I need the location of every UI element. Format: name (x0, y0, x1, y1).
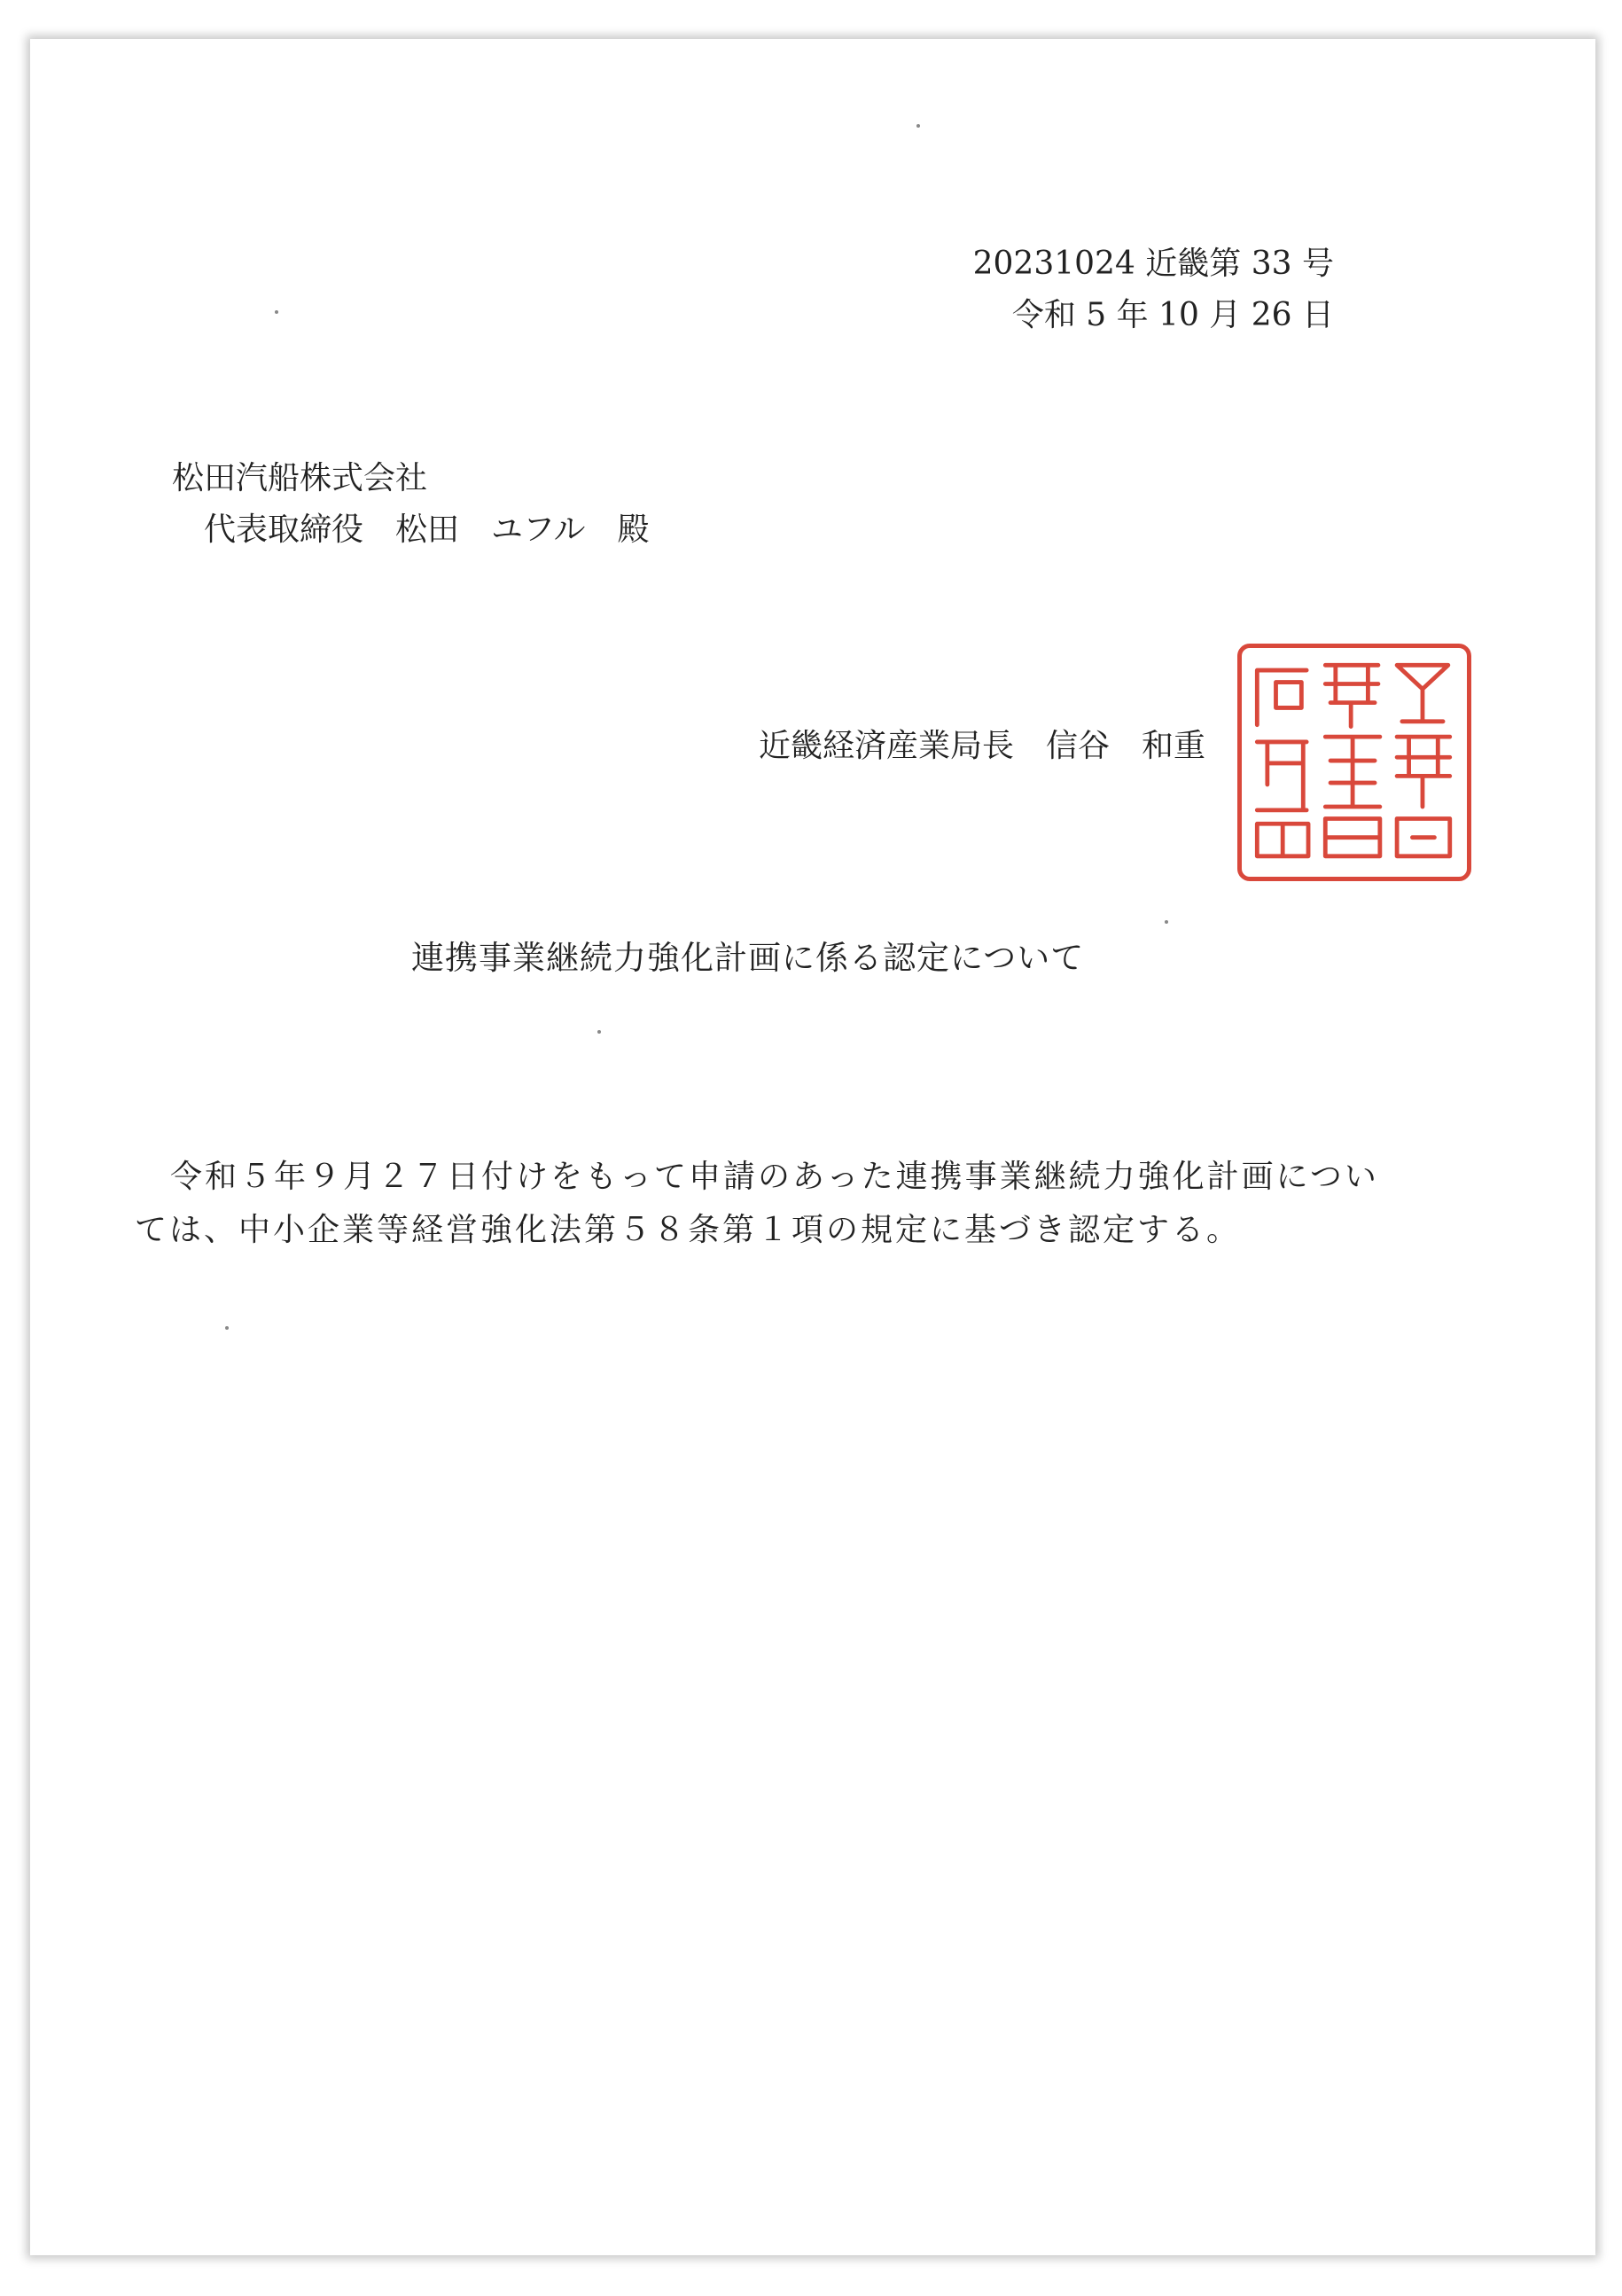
document-date: 令和 5 年 10 月 26 日 (1011, 297, 1334, 333)
scan-speck (275, 310, 278, 314)
scan-speck (597, 1030, 601, 1034)
document-page (30, 39, 1595, 2255)
recipient-company: 松田汽船株式会社 (172, 460, 428, 496)
document-body: 令和５年９月２７日付けをもって申請のあった連携事業継続力強化計画については、中小企業等経営強化法第５８条第１項の規定に基づき認定する。 (135, 1159, 1379, 1248)
sender-name: 近畿経済産業局長 信谷 和重 (759, 728, 1206, 764)
document-number: 20231024 近畿第 33 号 (972, 246, 1334, 282)
scan-speck (225, 1326, 229, 1330)
scan-speck (916, 124, 920, 128)
recipient-representative: 代表取締役 松田 ユフル 殿 (204, 512, 650, 548)
document-subject: 連携事業継続力強化計画に係る認定について (411, 939, 1085, 977)
official-seal-icon (1237, 644, 1471, 881)
scan-speck (1165, 920, 1168, 924)
